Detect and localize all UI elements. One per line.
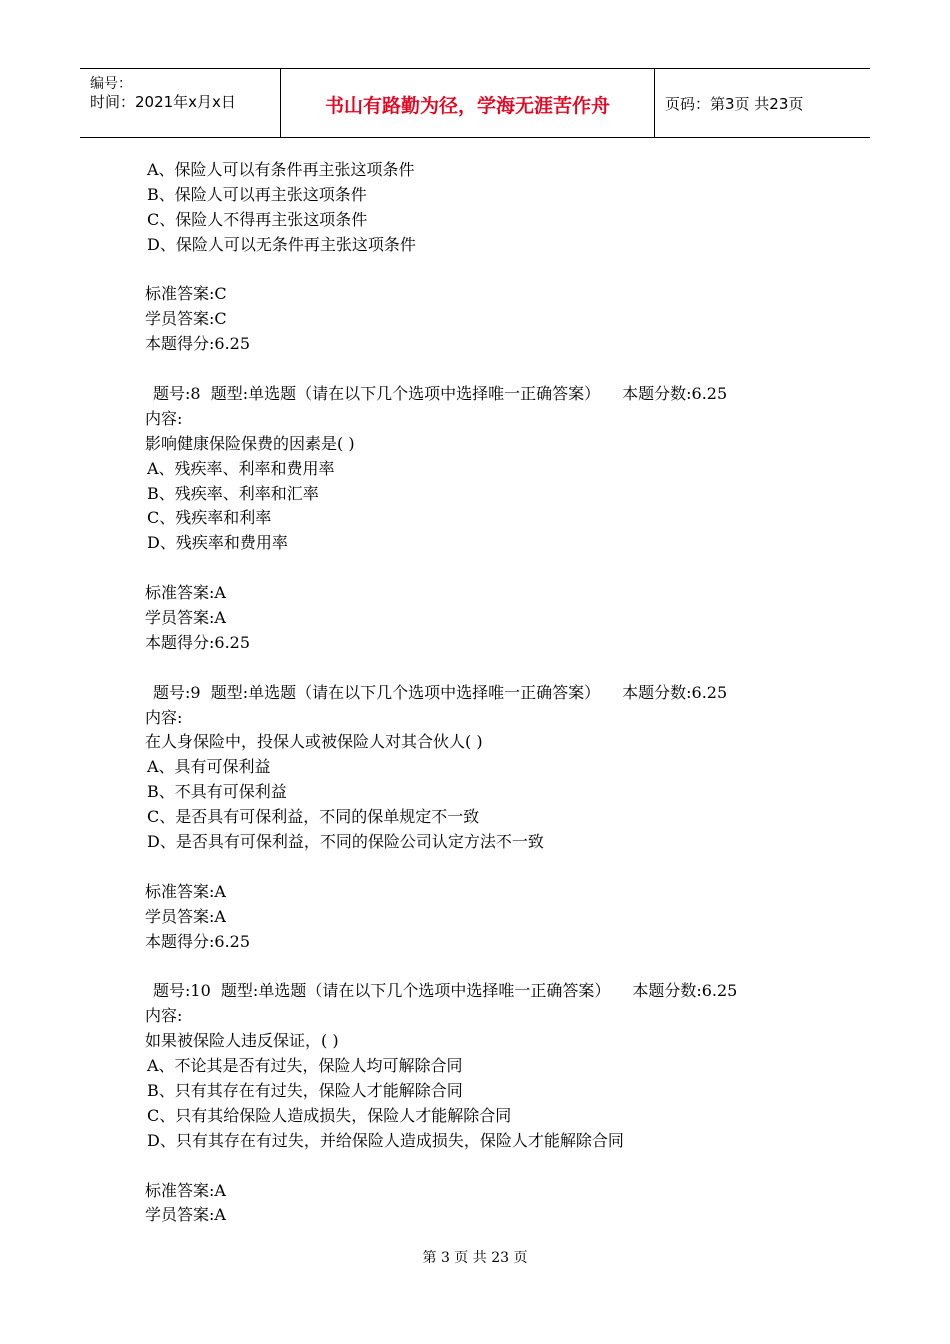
header-page-cell bbox=[655, 69, 870, 137]
option-d: D、保险人可以无条件再主张这项条件 bbox=[147, 234, 416, 254]
option-c: C、是否具有可保利益，不同的保单规定不一致 bbox=[147, 807, 480, 827]
standard-answer: 标准答案:C bbox=[145, 284, 227, 304]
question-title: 题号:10 题型:单选题（请在以下几个选项中选择唯一正确答案） bbox=[153, 981, 611, 1001]
page-header bbox=[80, 68, 870, 138]
option-a: A、具有可保利益 bbox=[147, 757, 271, 777]
option-b: B、保险人可以再主张这项条件 bbox=[147, 184, 367, 204]
motto: 书山有路勤为径，学海无涯苦作舟 bbox=[324, 95, 610, 117]
question-title: 题号:8 题型:单选题（请在以下几个选项中选择唯一正确答案） bbox=[153, 384, 601, 404]
student-answer: 学员答案:A bbox=[145, 608, 226, 628]
header-motto-cell bbox=[281, 69, 655, 137]
content-label: 内容: bbox=[145, 1006, 183, 1026]
question-score: 本题得分:6.25 bbox=[145, 632, 251, 652]
option-a: A、不论其是否有过失，保险人均可解除合同 bbox=[147, 1056, 463, 1076]
question-points: 本题分数:6.25 bbox=[632, 981, 738, 1001]
option-c: C、残疾率和利率 bbox=[147, 508, 272, 528]
student-answer: 学员答案:C bbox=[145, 309, 227, 329]
option-c: C、保险人不得再主张这项条件 bbox=[147, 209, 368, 229]
option-b: B、只有其存在有过失，保险人才能解除合同 bbox=[147, 1080, 463, 1100]
question-points: 本题分数:6.25 bbox=[622, 682, 728, 702]
number-label: 编号： bbox=[90, 76, 132, 92]
standard-answer: 标准答案:A bbox=[145, 583, 226, 603]
time-label: 时间：2021年x月x日 bbox=[90, 93, 236, 111]
student-answer: 学员答案:A bbox=[145, 906, 226, 926]
option-a: A、残疾率、利率和费用率 bbox=[147, 458, 335, 478]
content-label: 内容: bbox=[145, 408, 183, 428]
question-stem: 如果被保险人违反保证，( ) bbox=[145, 1031, 339, 1051]
header-meta-cell bbox=[80, 69, 281, 137]
content-label: 内容: bbox=[145, 707, 183, 727]
option-c: C、只有其给保险人造成损失，保险人才能解除合同 bbox=[147, 1105, 512, 1125]
question-header bbox=[145, 979, 865, 1004]
option-b: B、不具有可保利益 bbox=[147, 782, 287, 802]
student-answer: 学员答案:A bbox=[145, 1205, 226, 1225]
standard-answer: 标准答案:A bbox=[145, 1180, 226, 1200]
question-stem: 在人身保险中，投保人或被保险人对其合伙人( ) bbox=[145, 732, 483, 752]
question-title: 题号:9 题型:单选题（请在以下几个选项中选择唯一正确答案） bbox=[153, 682, 601, 702]
question-score: 本题得分:6.25 bbox=[145, 334, 251, 354]
option-b: B、残疾率、利率和汇率 bbox=[147, 483, 319, 503]
document-body bbox=[145, 158, 865, 1228]
option-d: D、是否具有可保利益，不同的保险公司认定方法不一致 bbox=[147, 832, 544, 852]
question-stem: 影响健康保险保费的因素是( ) bbox=[145, 433, 355, 453]
option-a: A、保险人可以有条件再主张这项条件 bbox=[147, 160, 415, 179]
question-score: 本题得分:6.25 bbox=[145, 931, 251, 951]
page-info: 页码：第3页 共23页 bbox=[665, 95, 804, 113]
question-header bbox=[145, 681, 865, 706]
page-footer: 第 3 页 共 23 页 bbox=[422, 1250, 528, 1266]
standard-answer: 标准答案:A bbox=[145, 881, 226, 901]
option-d: D、只有其存在有过失，并给保险人造成损失，保险人才能解除合同 bbox=[147, 1130, 624, 1150]
question-points: 本题分数:6.25 bbox=[622, 384, 728, 404]
option-d: D、残疾率和费用率 bbox=[147, 533, 288, 553]
question-header bbox=[145, 382, 865, 407]
